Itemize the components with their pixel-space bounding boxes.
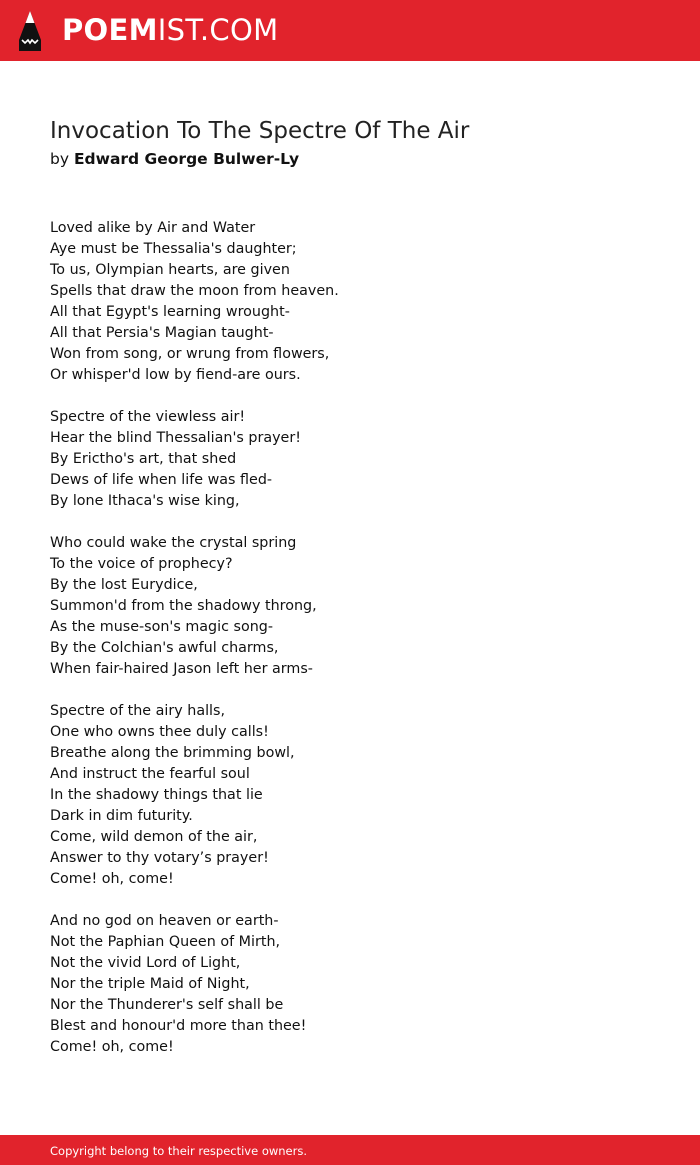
poem-stanza bbox=[50, 218, 670, 386]
poem-line: By the Colchian's awful charms, bbox=[50, 640, 279, 656]
poem-body bbox=[50, 218, 670, 1079]
brand-light: IST.COM bbox=[157, 13, 279, 47]
poem-line: Blest and honour'd more than thee! bbox=[50, 1018, 307, 1034]
poem-line: Dark in dim futurity. bbox=[50, 808, 193, 824]
site-footer bbox=[0, 1135, 700, 1165]
poem-line: Not the Paphian Queen of Mirth, bbox=[50, 934, 281, 950]
poem-stanza bbox=[50, 407, 670, 512]
brand-bold: POEM bbox=[62, 13, 158, 47]
poem-line: All that Persia's Magian taught- bbox=[50, 325, 274, 341]
poem-line: Come! oh, come! bbox=[50, 871, 174, 887]
poem-title: Invocation To The Spectre Of The Air bbox=[50, 118, 470, 144]
poem-line: By lone Ithaca's wise king, bbox=[50, 493, 240, 509]
poem-line: Loved alike by Air and Water bbox=[50, 220, 256, 236]
poem-line: Come, wild demon of the air, bbox=[50, 829, 258, 845]
site-logo-text[interactable] bbox=[62, 12, 278, 48]
poem-line: Answer to thy votary’s prayer! bbox=[50, 850, 269, 866]
poem-line: Nor the triple Maid of Night, bbox=[50, 976, 250, 992]
poem-line: Who could wake the crystal spring bbox=[50, 535, 297, 551]
poem-line: Come! oh, come! bbox=[50, 1039, 174, 1055]
author-name: Edward George Bulwer-Ly bbox=[73, 150, 300, 168]
poem-line: When fair-haired Jason left her arms- bbox=[50, 661, 313, 677]
copyright-text: Copyright belong to their respective owners. bbox=[50, 1144, 308, 1158]
poem-line: Nor the Thunderer's self shall be bbox=[50, 997, 284, 1013]
poem-line: As the muse-son's magic song- bbox=[50, 619, 273, 635]
poem-line: Not the vivid Lord of Light, bbox=[50, 955, 241, 971]
poem-line: Summon'd from the shadowy throng, bbox=[50, 598, 317, 614]
poem-stanza bbox=[50, 533, 670, 680]
poem-line: Dews of life when life was fled- bbox=[50, 472, 273, 488]
poem-line: And instruct the fearful soul bbox=[50, 766, 250, 782]
poem-line: By Erictho's art, that shed bbox=[50, 451, 237, 467]
poem-stanza bbox=[50, 911, 670, 1058]
site-header bbox=[0, 0, 700, 61]
poem-line: Hear the blind Thessalian's prayer! bbox=[50, 430, 301, 446]
poem-line: Spectre of the airy halls, bbox=[50, 703, 226, 719]
poem-line: Aye must be Thessalia's daughter; bbox=[50, 241, 297, 257]
poem-line: Breathe along the brimming bowl, bbox=[50, 745, 295, 761]
poem-line: Spectre of the viewless air! bbox=[50, 409, 246, 425]
by-prefix: by bbox=[50, 150, 70, 168]
poem-line: Or whisper'd low by fiend-are ours. bbox=[50, 367, 301, 383]
poem-line: And no god on heaven or earth- bbox=[50, 913, 279, 929]
poem-line: Won from song, or wrung from flowers, bbox=[50, 346, 330, 362]
poem-line: To us, Olympian hearts, are given bbox=[50, 262, 290, 278]
poem-stanza bbox=[50, 701, 670, 890]
poem-line: Spells that draw the moon from heaven. bbox=[50, 283, 339, 299]
byline bbox=[50, 148, 299, 170]
poem-line: One who owns thee duly calls! bbox=[50, 724, 269, 740]
poem-line: To the voice of prophecy? bbox=[50, 556, 233, 572]
poem-line: By the lost Eurydice, bbox=[50, 577, 198, 593]
poem-line: In the shadowy things that lie bbox=[50, 787, 263, 803]
poem-line: All that Egypt's learning wrought- bbox=[50, 304, 290, 320]
pencil-tip-icon[interactable] bbox=[18, 10, 42, 52]
